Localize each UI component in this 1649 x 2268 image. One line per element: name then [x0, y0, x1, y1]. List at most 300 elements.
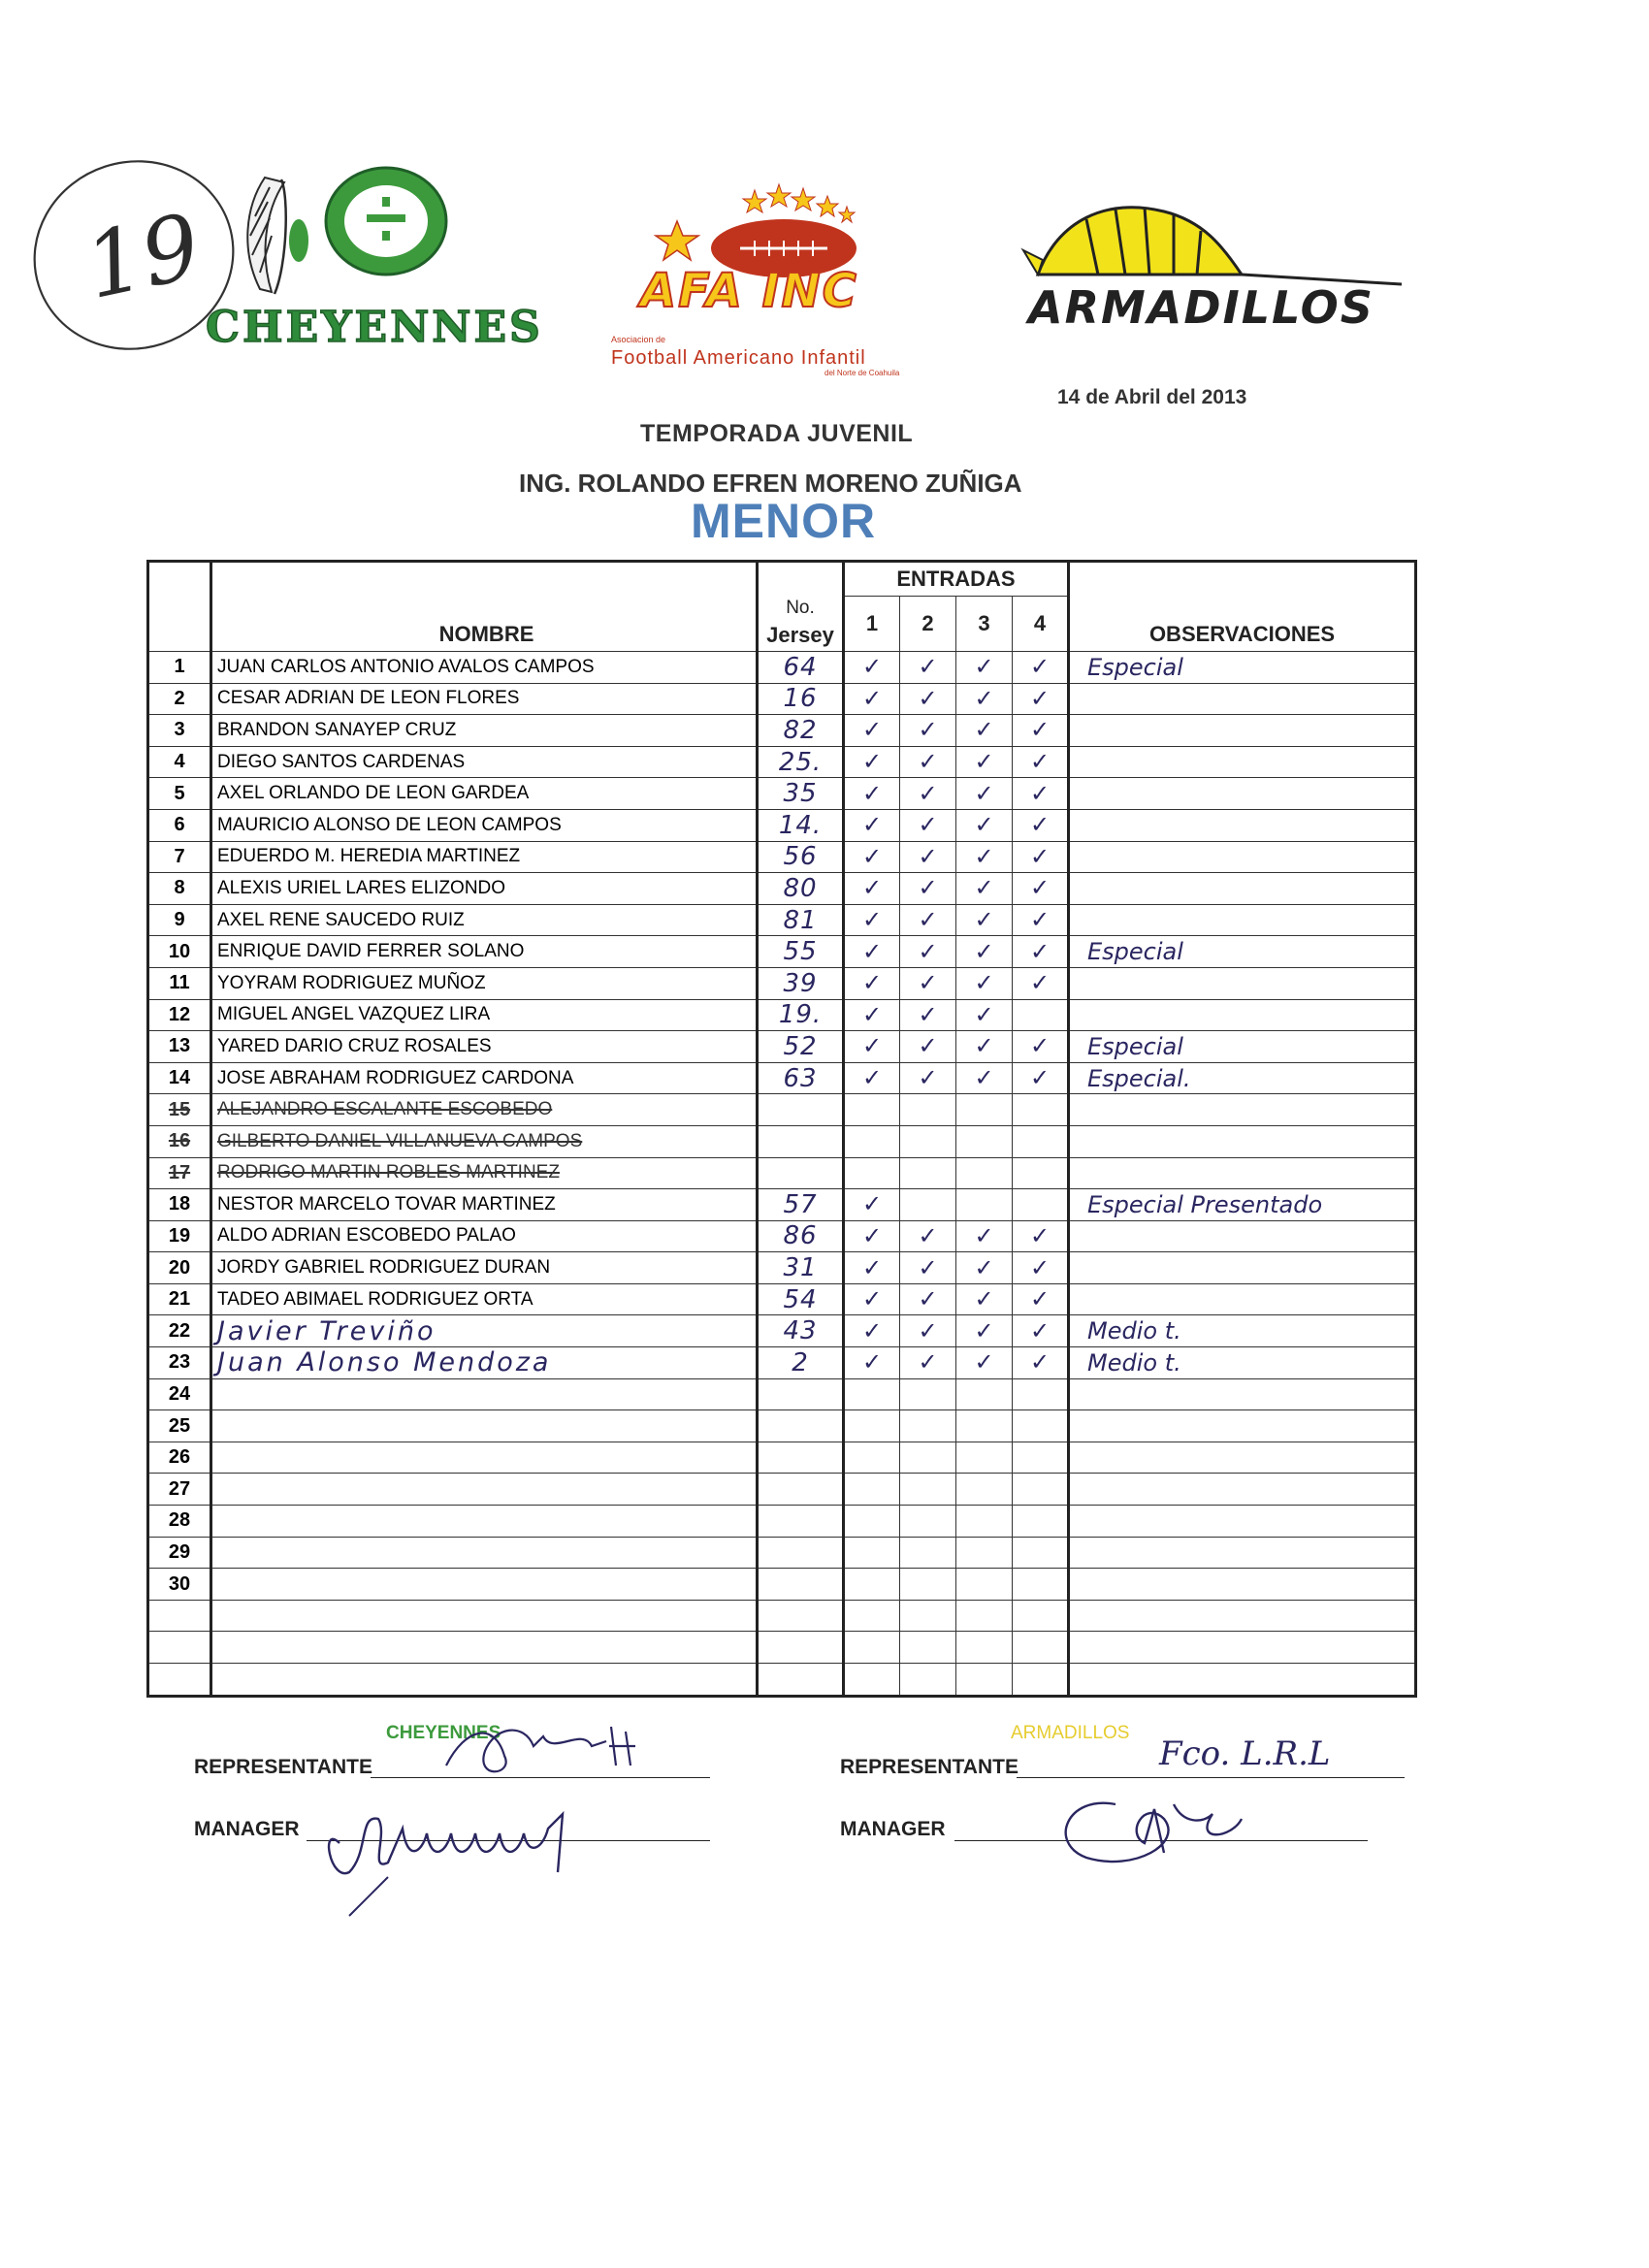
jersey-number — [758, 1410, 844, 1442]
check-mark-icon: ✓ — [861, 1349, 883, 1377]
inning-3-header: 3 — [956, 597, 1013, 652]
inning-2-cell — [900, 683, 956, 715]
observation — [1069, 683, 1416, 715]
inning-2-cell — [900, 1347, 956, 1379]
inning-4-cell — [1013, 1474, 1069, 1506]
inning-4-cell — [1013, 936, 1069, 968]
inning-3-cell — [956, 809, 1013, 841]
inning-1-cell — [844, 1474, 900, 1506]
check-mark-icon: ✓ — [918, 875, 938, 902]
inning-2-cell — [900, 1031, 956, 1063]
inning-1-cell — [844, 1062, 900, 1094]
player-name — [211, 1537, 758, 1569]
row-number: 8 — [148, 873, 211, 905]
table-row — [148, 1031, 1416, 1063]
inning-4-cell — [1013, 1094, 1069, 1126]
inning-1-cell — [844, 1189, 900, 1221]
player-name — [211, 1410, 758, 1442]
season-title: TEMPORADA JUVENIL — [640, 420, 914, 447]
inning-3-cell — [956, 1632, 1013, 1664]
check-mark-icon: ✓ — [1029, 1065, 1051, 1092]
observation — [1069, 1378, 1416, 1410]
table-row — [148, 1157, 1416, 1189]
inning-1-cell — [844, 746, 900, 778]
home-manager-label: MANAGER — [194, 1818, 300, 1840]
table-row — [148, 1252, 1416, 1284]
inning-1-cell — [844, 1632, 900, 1664]
inning-2-cell — [900, 1474, 956, 1506]
away-representative-signature: Fco. L.R.L — [1159, 1734, 1331, 1773]
observation — [1069, 1632, 1416, 1664]
inning-2-cell — [900, 715, 956, 747]
check-mark-icon: ✓ — [861, 1254, 883, 1281]
inning-4-cell — [1013, 1157, 1069, 1189]
inning-2-cell — [900, 1632, 956, 1664]
inning-3-cell — [956, 1664, 1013, 1697]
inning-3-cell — [956, 1506, 1013, 1538]
inning-4-cell — [1013, 1410, 1069, 1442]
player-name: EDUERDO M. HEREDIA MARTINEZ — [211, 841, 758, 873]
inning-1-cell — [844, 1378, 900, 1410]
league-name-line1: Asociacion de — [611, 335, 666, 344]
row-number: 26 — [148, 1442, 211, 1474]
player-name: YARED DARIO CRUZ ROSALES — [211, 1031, 758, 1063]
inning-1-cell — [844, 999, 900, 1031]
inning-1-cell — [844, 904, 900, 936]
inning-1-cell — [844, 1600, 900, 1632]
check-mark-icon: ✓ — [1029, 907, 1051, 934]
jersey-number: 14. — [758, 809, 844, 841]
table-row — [148, 999, 1416, 1031]
home-manager-signature — [310, 1785, 640, 1930]
row-number: 21 — [148, 1283, 211, 1315]
row-number: 11 — [148, 967, 211, 999]
row-number: 1 — [148, 652, 211, 684]
inning-2-cell — [900, 873, 956, 905]
check-mark-icon: ✓ — [918, 1222, 938, 1249]
observation — [1069, 1410, 1416, 1442]
observation: Medio t. — [1069, 1347, 1416, 1379]
table-row — [148, 1347, 1416, 1379]
observation — [1069, 873, 1416, 905]
player-name: AXEL ORLANDO DE LEON GARDEA — [211, 778, 758, 810]
inning-2-cell — [900, 1315, 956, 1347]
observation — [1069, 841, 1416, 873]
observation — [1069, 1537, 1416, 1569]
inning-3-cell — [956, 1410, 1013, 1442]
inning-2-cell — [900, 999, 956, 1031]
observation — [1069, 1506, 1416, 1538]
player-name: ALEJANDRO ESCALANTE ESCOBEDO — [211, 1094, 758, 1126]
inning-1-cell — [844, 1252, 900, 1284]
entries-header: ENTRADAS — [844, 562, 1069, 597]
observation: Especial Presentado — [1069, 1189, 1416, 1221]
jersey-header-line1: No. — [786, 598, 815, 618]
cheyennes-logo-text: CHEYENNES — [206, 303, 543, 352]
check-mark-icon: ✓ — [1029, 749, 1051, 776]
row-number: 16 — [148, 1125, 211, 1157]
inning-4-cell — [1013, 1600, 1069, 1632]
player-name: DIEGO SANTOS CARDENAS — [211, 746, 758, 778]
table-row — [148, 1600, 1416, 1632]
observation — [1069, 904, 1416, 936]
inning-3-cell — [956, 1442, 1013, 1474]
inning-3-cell — [956, 1569, 1013, 1601]
inning-3-cell — [956, 1378, 1013, 1410]
observation — [1069, 1664, 1416, 1697]
row-number: 4 — [148, 746, 211, 778]
table-row — [148, 715, 1416, 747]
inning-1-cell — [844, 936, 900, 968]
inning-2-cell — [900, 1189, 956, 1221]
inning-4-cell — [1013, 999, 1069, 1031]
inning-3-cell — [956, 1220, 1013, 1252]
row-number: 19 — [148, 1220, 211, 1252]
player-name: CESAR ADRIAN DE LEON FLORES — [211, 683, 758, 715]
jersey-number: 31 — [758, 1252, 844, 1284]
player-name — [211, 1664, 758, 1697]
inning-2-cell — [900, 1125, 956, 1157]
inning-2-cell — [900, 1537, 956, 1569]
observation — [1069, 1125, 1416, 1157]
check-mark-icon: ✓ — [974, 1286, 994, 1313]
inning-3-cell — [956, 1094, 1013, 1126]
inning-3-cell — [956, 999, 1013, 1031]
check-mark-icon: ✓ — [974, 970, 994, 997]
player-name: TADEO ABIMAEL RODRIGUEZ ORTA — [211, 1283, 758, 1315]
inning-4-cell — [1013, 1347, 1069, 1379]
check-mark-icon: ✓ — [1029, 843, 1051, 870]
jersey-number: 80 — [758, 873, 844, 905]
check-mark-icon: ✓ — [918, 1001, 938, 1028]
honoree-title: ING. ROLANDO EFREN MORENO ZUÑIGA — [519, 469, 1022, 498]
away-manager-label: MANAGER — [840, 1818, 946, 1840]
row-number: 30 — [148, 1569, 211, 1601]
table-row — [148, 1378, 1416, 1410]
inning-4-cell — [1013, 683, 1069, 715]
observation: Especial — [1069, 936, 1416, 968]
table-row — [148, 1283, 1416, 1315]
table-row — [148, 778, 1416, 810]
check-mark-icon: ✓ — [1029, 654, 1051, 681]
inning-1-cell — [844, 683, 900, 715]
jersey-number — [758, 1600, 844, 1632]
check-mark-icon: ✓ — [861, 717, 883, 744]
player-name: ALDO ADRIAN ESCOBEDO PALAO — [211, 1220, 758, 1252]
row-number-header — [148, 562, 211, 652]
inning-1-cell — [844, 1157, 900, 1189]
table-row — [148, 683, 1416, 715]
inning-2-cell — [900, 936, 956, 968]
inning-4-cell — [1013, 967, 1069, 999]
table-row — [148, 809, 1416, 841]
check-mark-icon: ✓ — [1029, 1349, 1051, 1377]
table-row — [148, 1410, 1416, 1442]
inning-4-cell — [1013, 904, 1069, 936]
name-header: NOMBRE — [211, 562, 758, 652]
row-number: 18 — [148, 1189, 211, 1221]
check-mark-icon: ✓ — [974, 685, 994, 712]
check-mark-icon: ✓ — [918, 1033, 938, 1060]
player-name: JOSE ABRAHAM RODRIGUEZ CARDONA — [211, 1062, 758, 1094]
check-mark-icon: ✓ — [974, 1001, 994, 1028]
player-name: MAURICIO ALONSO DE LEON CAMPOS — [211, 809, 758, 841]
player-name: YOYRAM RODRIGUEZ MUÑOZ — [211, 967, 758, 999]
jersey-number: 39 — [758, 967, 844, 999]
check-mark-icon: ✓ — [974, 1349, 994, 1377]
check-mark-icon: ✓ — [918, 780, 938, 807]
player-name: ALEXIS URIEL LARES ELIZONDO — [211, 873, 758, 905]
row-number: 23 — [148, 1347, 211, 1379]
observation: Especial — [1069, 652, 1416, 684]
row-number: 20 — [148, 1252, 211, 1284]
inning-4-cell — [1013, 715, 1069, 747]
table-row — [148, 1094, 1416, 1126]
table-row — [148, 1632, 1416, 1664]
inning-3-cell — [956, 1157, 1013, 1189]
jersey-number — [758, 1094, 844, 1126]
jersey-number — [758, 1632, 844, 1664]
inning-3-cell — [956, 841, 1013, 873]
inning-3-cell — [956, 1252, 1013, 1284]
observation — [1069, 967, 1416, 999]
inning-2-cell — [900, 1664, 956, 1697]
inning-4-cell — [1013, 1252, 1069, 1284]
circled-number-text: 19 — [76, 194, 210, 320]
inning-3-cell — [956, 715, 1013, 747]
row-number: 7 — [148, 841, 211, 873]
check-mark-icon: ✓ — [861, 749, 883, 776]
inning-2-cell — [900, 1252, 956, 1284]
check-mark-icon: ✓ — [861, 875, 883, 902]
check-mark-icon: ✓ — [918, 1065, 938, 1092]
inning-4-cell — [1013, 1031, 1069, 1063]
check-mark-icon: ✓ — [918, 1254, 938, 1281]
jersey-number: 43 — [758, 1315, 844, 1347]
jersey-header — [758, 562, 844, 652]
check-mark-icon: ✓ — [861, 938, 883, 965]
check-mark-icon: ✓ — [861, 843, 883, 870]
check-mark-icon: ✓ — [974, 780, 994, 807]
row-number: 5 — [148, 778, 211, 810]
check-mark-icon: ✓ — [1029, 1033, 1051, 1060]
table-row — [148, 1569, 1416, 1601]
jersey-number: 55 — [758, 936, 844, 968]
jersey-number — [758, 1664, 844, 1697]
inning-3-cell — [956, 873, 1013, 905]
check-mark-icon: ✓ — [861, 907, 883, 934]
check-mark-icon: ✓ — [861, 1033, 883, 1060]
inning-2-cell — [900, 904, 956, 936]
jersey-number: 82 — [758, 715, 844, 747]
home-representative-signature — [436, 1717, 669, 1785]
jersey-number — [758, 1474, 844, 1506]
away-manager-signature — [1048, 1785, 1261, 1872]
inning-2-header: 2 — [900, 597, 956, 652]
inning-4-cell — [1013, 1062, 1069, 1094]
inning-3-cell — [956, 936, 1013, 968]
inning-3-cell — [956, 1062, 1013, 1094]
inning-1-cell — [844, 1125, 900, 1157]
check-mark-icon: ✓ — [974, 1065, 994, 1092]
check-mark-icon: ✓ — [974, 1033, 994, 1060]
check-mark-icon: ✓ — [974, 875, 994, 902]
check-mark-icon: ✓ — [1029, 875, 1051, 902]
inning-4-cell — [1013, 1189, 1069, 1221]
armadillos-logo-icon — [1018, 192, 1406, 289]
check-mark-icon: ✓ — [918, 1286, 938, 1313]
table-header-row-top — [148, 562, 1416, 597]
inning-1-cell — [844, 1094, 900, 1126]
row-number: 10 — [148, 936, 211, 968]
inning-4-cell — [1013, 873, 1069, 905]
table-row — [148, 1062, 1416, 1094]
inning-1-cell — [844, 1537, 900, 1569]
check-mark-icon: ✓ — [918, 1317, 938, 1345]
jersey-number: 16 — [758, 683, 844, 715]
jersey-header-line2: Jersey — [766, 623, 834, 647]
inning-1-cell — [844, 1569, 900, 1601]
inning-2-cell — [900, 778, 956, 810]
inning-4-cell — [1013, 1125, 1069, 1157]
jersey-number — [758, 1157, 844, 1189]
inning-3-cell — [956, 1600, 1013, 1632]
inning-1-cell — [844, 1347, 900, 1379]
check-mark-icon: ✓ — [1029, 685, 1051, 712]
inning-4-cell — [1013, 1315, 1069, 1347]
observations-header: OBSERVACIONES — [1069, 562, 1416, 652]
table-row — [148, 1537, 1416, 1569]
jersey-number: 35 — [758, 778, 844, 810]
check-mark-icon: ✓ — [974, 812, 994, 839]
table-row — [148, 1474, 1416, 1506]
player-name: MIGUEL ANGEL VAZQUEZ LIRA — [211, 999, 758, 1031]
inning-3-cell — [956, 1031, 1013, 1063]
observation: Medio t. — [1069, 1315, 1416, 1347]
jersey-number: 81 — [758, 904, 844, 936]
observation — [1069, 1569, 1416, 1601]
check-mark-icon: ✓ — [974, 1222, 994, 1249]
check-mark-icon: ✓ — [861, 685, 883, 712]
inning-1-cell — [844, 1283, 900, 1315]
observation — [1069, 1094, 1416, 1126]
inning-2-cell — [900, 1506, 956, 1538]
row-number: 29 — [148, 1537, 211, 1569]
inning-2-cell — [900, 1157, 956, 1189]
player-name — [211, 1378, 758, 1410]
inning-1-cell — [844, 967, 900, 999]
inning-4-cell — [1013, 1632, 1069, 1664]
table-row — [148, 652, 1416, 684]
inning-3-cell — [956, 1315, 1013, 1347]
check-mark-icon: ✓ — [918, 654, 938, 681]
inning-3-cell — [956, 778, 1013, 810]
player-name: BRANDON SANAYEP CRUZ — [211, 715, 758, 747]
player-name: AXEL RENE SAUCEDO RUIZ — [211, 904, 758, 936]
inning-1-cell — [844, 1664, 900, 1697]
table-row — [148, 967, 1416, 999]
inning-2-cell — [900, 1410, 956, 1442]
check-mark-icon: ✓ — [918, 970, 938, 997]
jersey-number — [758, 1537, 844, 1569]
jersey-number: 2 — [758, 1347, 844, 1379]
inning-2-cell — [900, 809, 956, 841]
check-mark-icon: ✓ — [918, 717, 938, 744]
player-name: NESTOR MARCELO TOVAR MARTINEZ — [211, 1189, 758, 1221]
roster-body — [148, 652, 1416, 1697]
player-name — [211, 1600, 758, 1632]
inning-3-cell — [956, 683, 1013, 715]
row-number: 27 — [148, 1474, 211, 1506]
check-mark-icon: ✓ — [918, 812, 938, 839]
observation — [1069, 1600, 1416, 1632]
home-team-signature-label: CHEYENNES — [386, 1723, 501, 1743]
observation — [1069, 1474, 1416, 1506]
inning-2-cell — [900, 1062, 956, 1094]
check-mark-icon: ✓ — [1029, 1286, 1051, 1313]
inning-4-cell — [1013, 1442, 1069, 1474]
inning-4-cell — [1013, 841, 1069, 873]
table-row — [148, 1506, 1416, 1538]
jersey-number: 64 — [758, 652, 844, 684]
inning-1-cell — [844, 715, 900, 747]
jersey-number: 25. — [758, 746, 844, 778]
check-mark-icon: ✓ — [918, 907, 938, 934]
check-mark-icon: ✓ — [861, 1286, 883, 1313]
table-row — [148, 1664, 1416, 1697]
check-mark-icon: ✓ — [861, 780, 883, 807]
jersey-number — [758, 1378, 844, 1410]
inning-1-cell — [844, 841, 900, 873]
check-mark-icon: ✓ — [1029, 1222, 1051, 1249]
inning-3-cell — [956, 1537, 1013, 1569]
inning-1-cell — [844, 1220, 900, 1252]
jersey-number — [758, 1506, 844, 1538]
check-mark-icon: ✓ — [974, 654, 994, 681]
away-representative-label: REPRESENTANTE — [840, 1756, 1018, 1778]
inning-4-cell — [1013, 1569, 1069, 1601]
row-number: 17 — [148, 1157, 211, 1189]
away-representative-line — [1017, 1777, 1405, 1778]
check-mark-icon: ✓ — [861, 1065, 883, 1092]
row-number: 28 — [148, 1506, 211, 1538]
inning-4-cell — [1013, 652, 1069, 684]
row-number: 2 — [148, 683, 211, 715]
league-name-line3: del Norte de Coahuila — [824, 369, 900, 377]
inning-2-cell — [900, 746, 956, 778]
jersey-number: 19. — [758, 999, 844, 1031]
observation — [1069, 1252, 1416, 1284]
jersey-number: 54 — [758, 1283, 844, 1315]
inning-3-cell — [956, 1283, 1013, 1315]
check-mark-icon: ✓ — [861, 1191, 883, 1218]
jersey-number: 86 — [758, 1220, 844, 1252]
inning-4-cell — [1013, 1283, 1069, 1315]
table-row — [148, 936, 1416, 968]
inning-3-cell — [956, 1474, 1013, 1506]
jersey-number — [758, 1442, 844, 1474]
table-row — [148, 1220, 1416, 1252]
inning-3-cell — [956, 1347, 1013, 1379]
player-name: ENRIQUE DAVID FERRER SOLANO — [211, 936, 758, 968]
row-number: 6 — [148, 809, 211, 841]
jersey-number: 63 — [758, 1062, 844, 1094]
inning-4-cell — [1013, 1664, 1069, 1697]
armadillos-logo-text: ARMADILLOS — [1028, 281, 1374, 334]
inning-2-cell — [900, 1600, 956, 1632]
check-mark-icon: ✓ — [918, 938, 938, 965]
player-name: JUAN CARLOS ANTONIO AVALOS CAMPOS — [211, 652, 758, 684]
